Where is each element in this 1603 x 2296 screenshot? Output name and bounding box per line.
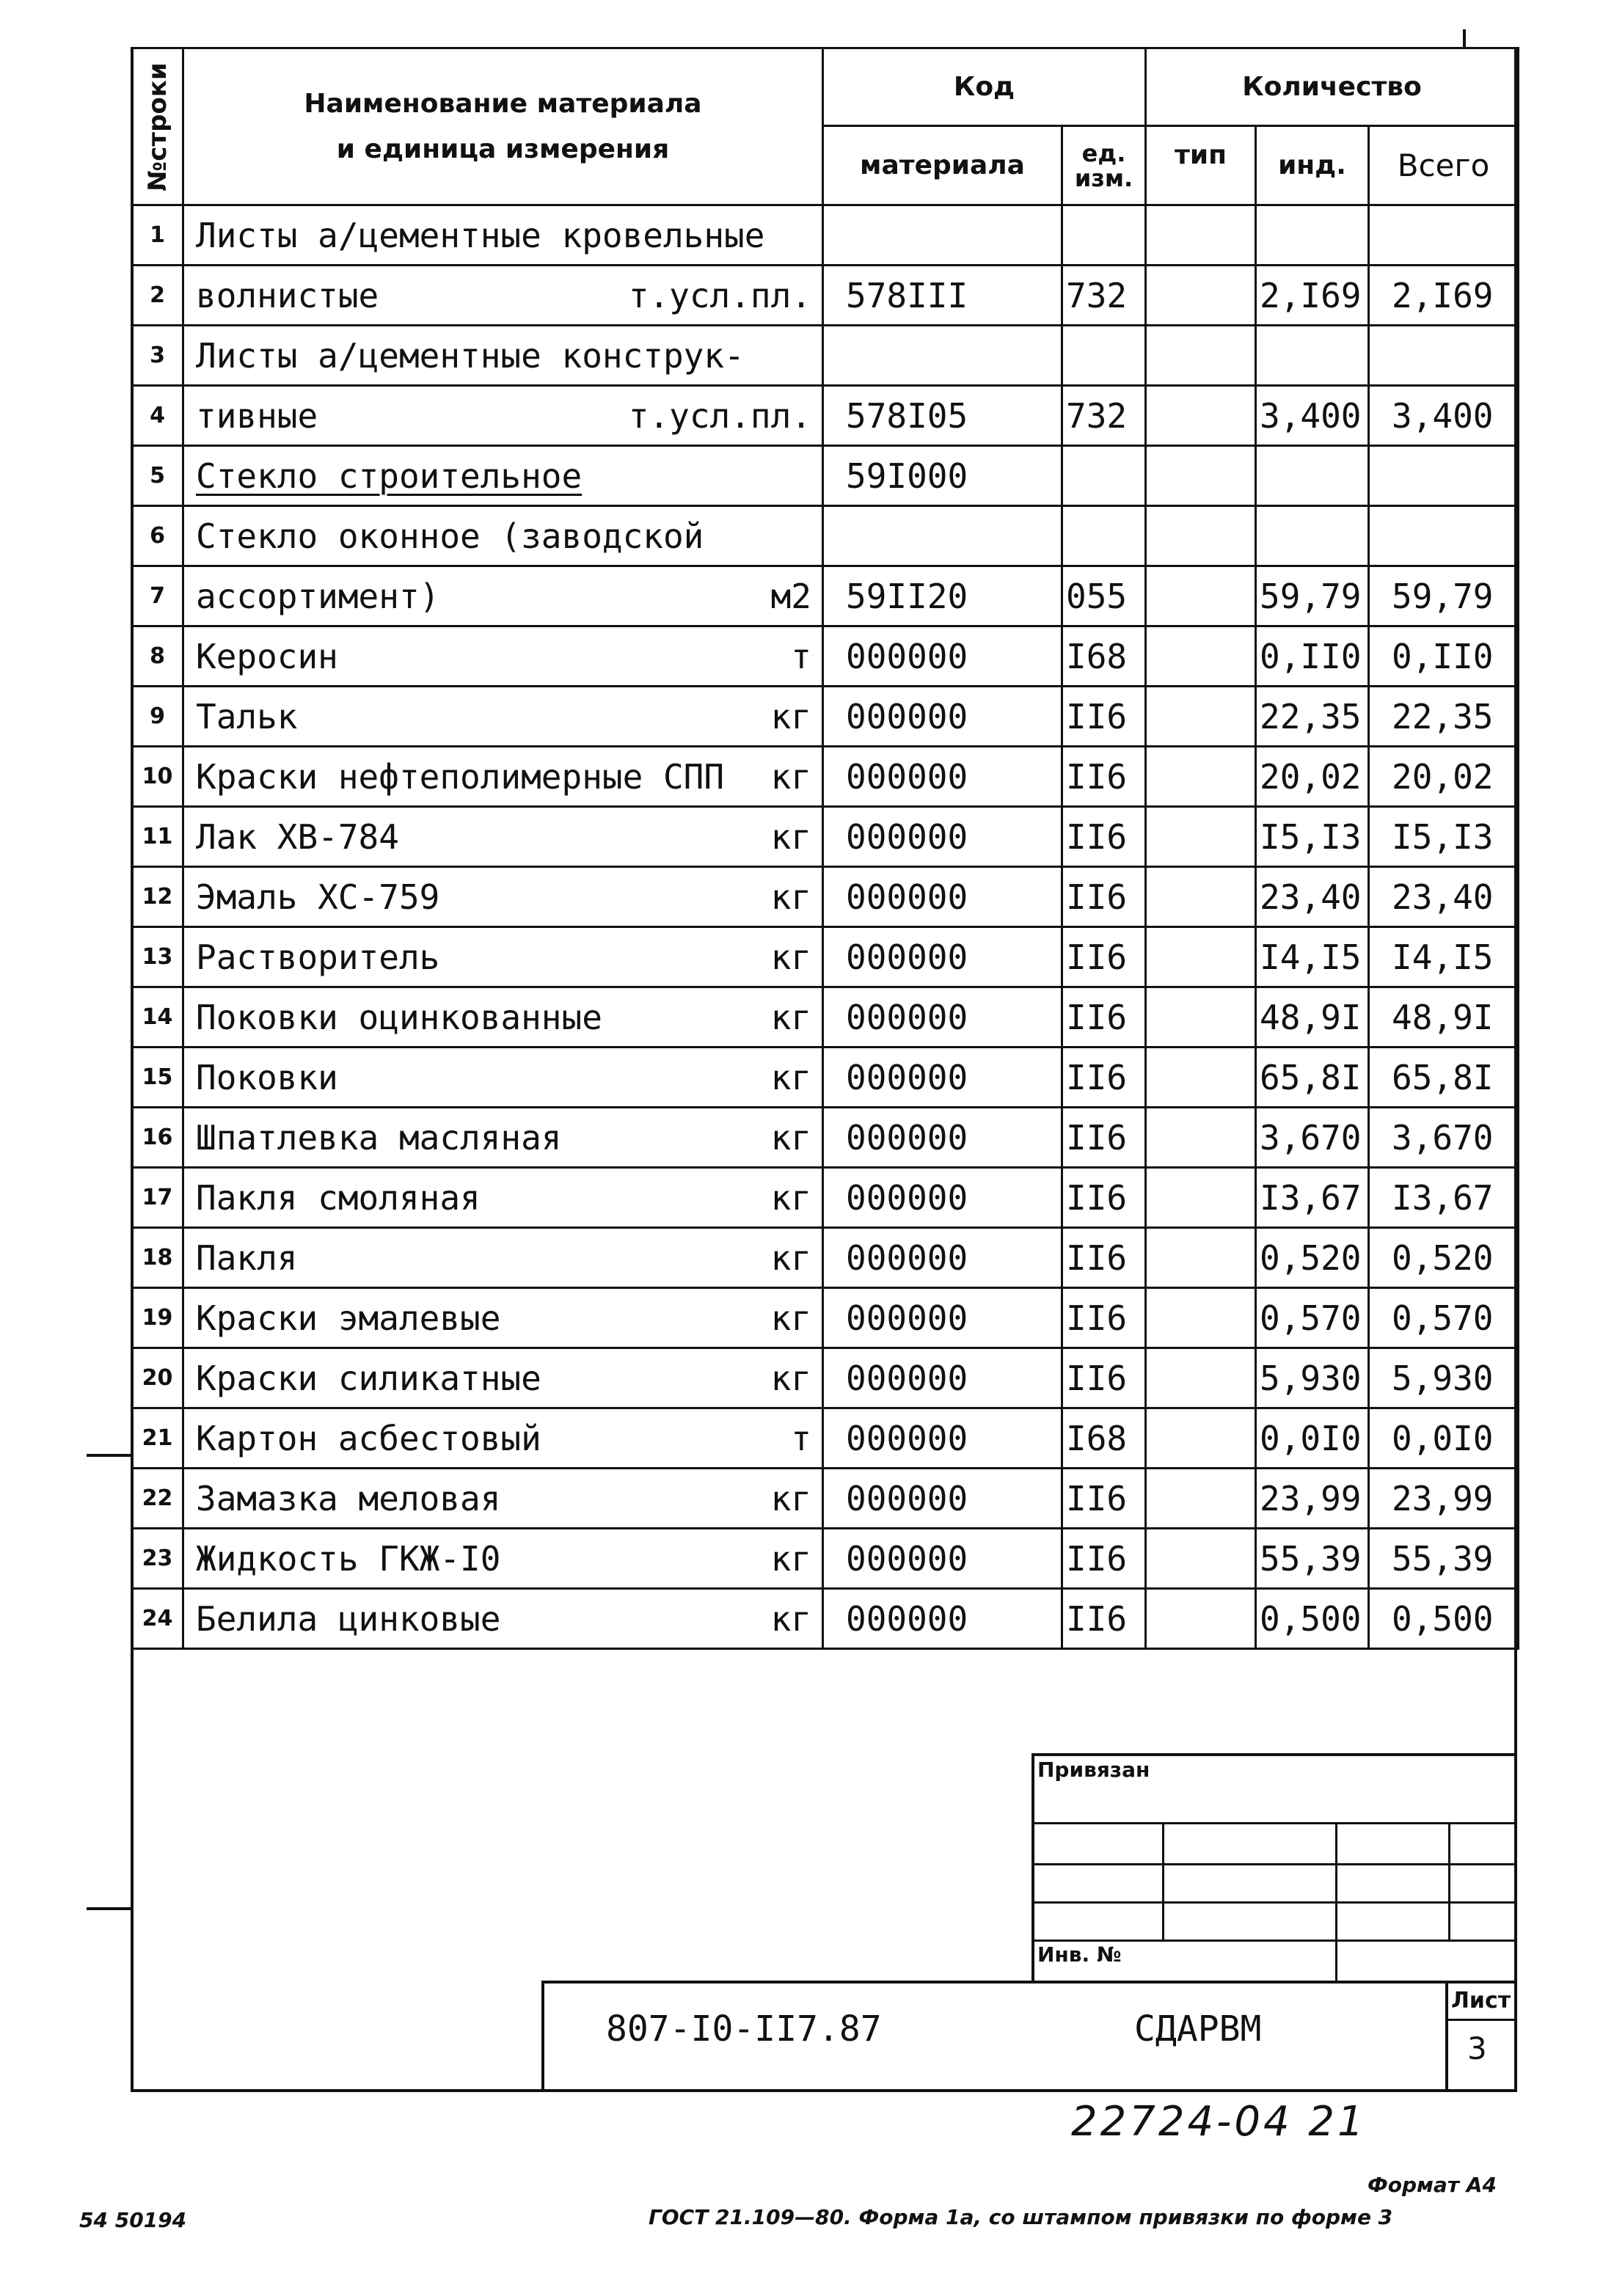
material-name: [183, 266, 823, 326]
stamp-border: [1031, 1753, 1034, 1981]
material-name-text: Листы а/цементные конструк-: [196, 335, 745, 376]
material-name: [183, 927, 823, 987]
material-name: [183, 1469, 823, 1529]
table-row: [132, 1288, 1519, 1348]
header-row-number: №строки: [132, 48, 183, 205]
material-name: [183, 1108, 823, 1168]
stamp-border: [1031, 1822, 1517, 1824]
material-name: [183, 566, 823, 626]
type-cell: [1146, 1108, 1256, 1168]
table-row: [132, 687, 1519, 747]
table-row: [132, 1168, 1519, 1228]
individual-quantity: 2,I69: [1256, 266, 1369, 326]
table-row: [132, 987, 1519, 1048]
material-code: 000000: [823, 1469, 1062, 1529]
row-number: 16: [132, 1108, 183, 1168]
row-number: 14: [132, 987, 183, 1048]
individual-quantity: 23,99: [1256, 1469, 1369, 1529]
unit-of-measure: кг: [770, 1358, 811, 1398]
individual-quantity: 55,39: [1256, 1529, 1369, 1589]
margin-mark: [87, 1907, 132, 1910]
material-code: 000000: [823, 747, 1062, 807]
margin-mark: [87, 1454, 132, 1457]
unit-of-measure: кг: [770, 816, 811, 857]
total-quantity: 22,35: [1369, 687, 1519, 747]
row-number: 24: [132, 1589, 183, 1649]
unit-of-measure: кг: [770, 756, 811, 797]
material-code: 000000: [823, 1529, 1062, 1589]
material-code: 000000: [823, 1408, 1062, 1469]
unit-code: II6: [1062, 867, 1146, 927]
total-quantity: 0,570: [1369, 1288, 1519, 1348]
material-name: [183, 386, 823, 446]
row-number: 22: [132, 1469, 183, 1529]
unit-code: II6: [1062, 1288, 1146, 1348]
type-cell: [1146, 1228, 1256, 1288]
type-cell: [1146, 807, 1256, 867]
unit-code: I68: [1062, 1408, 1146, 1469]
table-row: [132, 446, 1519, 506]
unit-code: 732: [1062, 266, 1146, 326]
total-quantity: 0,0I0: [1369, 1408, 1519, 1469]
type-cell: [1146, 1048, 1256, 1108]
type-cell: [1146, 626, 1256, 687]
type-cell: [1146, 446, 1256, 506]
table-row: [132, 747, 1519, 807]
unit-code: 055: [1062, 566, 1146, 626]
table-row: [132, 807, 1519, 867]
unit-code: II6: [1062, 987, 1146, 1048]
unit-of-measure: кг: [770, 1057, 811, 1097]
type-cell: [1146, 566, 1256, 626]
unit-code: 732: [1062, 386, 1146, 446]
unit-of-measure: м2: [770, 576, 811, 616]
unit-code: II6: [1062, 927, 1146, 987]
table-row: [132, 1348, 1519, 1408]
material-name: [183, 747, 823, 807]
header-material-name: Наименование материала и единица измерения: [183, 48, 823, 205]
material-name-text: Листы а/цементные кровельные: [196, 215, 765, 255]
material-code: 000000: [823, 987, 1062, 1048]
header-total: Всего: [1369, 126, 1519, 205]
row-number: 2: [132, 266, 183, 326]
row-number: 12: [132, 867, 183, 927]
unit-code: II6: [1062, 1048, 1146, 1108]
unit-of-measure: кг: [770, 1478, 811, 1518]
sheet-label: Лист: [1451, 1988, 1511, 2014]
material-code: 000000: [823, 1348, 1062, 1408]
document-name: СДАРВМ: [1134, 2008, 1262, 2050]
header-individual: инд.: [1256, 126, 1369, 205]
material-name: [183, 506, 823, 566]
sheet-number: 3: [1467, 2030, 1487, 2066]
type-cell: [1146, 1348, 1256, 1408]
type-cell: [1146, 1168, 1256, 1228]
total-quantity: [1369, 446, 1519, 506]
individual-quantity: [1256, 205, 1369, 266]
table-row: [132, 566, 1519, 626]
individual-quantity: I5,I3: [1256, 807, 1369, 867]
total-quantity: 0,520: [1369, 1228, 1519, 1288]
stamp-border: [1031, 1863, 1517, 1865]
material-name: [183, 867, 823, 927]
individual-quantity: 20,02: [1256, 747, 1369, 807]
header-code: Код: [823, 48, 1146, 126]
unit-of-measure: т.усл.пл.: [628, 395, 811, 436]
material-name-text: Поковки: [196, 1057, 338, 1097]
material-name: [183, 626, 823, 687]
unit-code: II6: [1062, 807, 1146, 867]
material-code: 59II20: [823, 566, 1062, 626]
individual-quantity: 0,500: [1256, 1589, 1369, 1649]
total-quantity: [1369, 506, 1519, 566]
individual-quantity: 3,670: [1256, 1108, 1369, 1168]
stamp-border: [1031, 1753, 1517, 1756]
unit-code: [1062, 446, 1146, 506]
row-number: 18: [132, 1228, 183, 1288]
row-number: 21: [132, 1408, 183, 1469]
material-code: 000000: [823, 1108, 1062, 1168]
row-number: 1: [132, 205, 183, 266]
material-name-text: Краски эмалевые: [196, 1298, 501, 1338]
row-number: 13: [132, 927, 183, 987]
table-row: [132, 1589, 1519, 1649]
individual-quantity: 0,0I0: [1256, 1408, 1369, 1469]
unit-code: II6: [1062, 1228, 1146, 1288]
material-name: [183, 205, 823, 266]
row-number: 6: [132, 506, 183, 566]
unit-of-measure: т.усл.пл.: [628, 275, 811, 315]
table-row: [132, 1469, 1519, 1529]
material-name: [183, 326, 823, 386]
row-number: 8: [132, 626, 183, 687]
material-name-text: Керосин: [196, 636, 338, 676]
individual-quantity: [1256, 326, 1369, 386]
table-row: [132, 867, 1519, 927]
unit-of-measure: т: [791, 636, 811, 676]
stamp-border: [1162, 1822, 1164, 1939]
total-quantity: [1369, 205, 1519, 266]
total-quantity: I4,I5: [1369, 927, 1519, 987]
individual-quantity: 0,520: [1256, 1228, 1369, 1288]
total-quantity: 3,670: [1369, 1108, 1519, 1168]
individual-quantity: 59,79: [1256, 566, 1369, 626]
material-name-text: Краски нефтеполимерные СПП: [196, 756, 725, 797]
unit-of-measure: кг: [770, 937, 811, 977]
material-code: 000000: [823, 1228, 1062, 1288]
material-code: 000000: [823, 687, 1062, 747]
row-number: 19: [132, 1288, 183, 1348]
material-code: [823, 205, 1062, 266]
material-name-text: Картон асбестовый: [196, 1418, 541, 1458]
type-cell: [1146, 747, 1256, 807]
unit-code: II6: [1062, 1469, 1146, 1529]
material-code: [823, 506, 1062, 566]
total-quantity: 2,I69: [1369, 266, 1519, 326]
stamp-border: [1445, 1981, 1448, 2092]
header-material-code: материала: [823, 126, 1062, 205]
attached-label: Привязан: [1037, 1758, 1150, 1782]
total-quantity: 23,99: [1369, 1469, 1519, 1529]
stamp-border: [1445, 2019, 1517, 2021]
type-cell: [1146, 867, 1256, 927]
stamp-border: [541, 1981, 544, 2092]
unit-of-measure: кг: [770, 1177, 811, 1218]
material-code: 000000: [823, 1048, 1062, 1108]
row-number: 15: [132, 1048, 183, 1108]
header-type: тип: [1146, 126, 1256, 205]
individual-quantity: [1256, 506, 1369, 566]
unit-of-measure: кг: [770, 1117, 811, 1158]
material-name: [183, 1168, 823, 1228]
individual-quantity: 3,400: [1256, 386, 1369, 446]
unit-code: II6: [1062, 1589, 1146, 1649]
format-label: Формат А4: [1368, 2173, 1497, 2197]
material-code: 59I000: [823, 446, 1062, 506]
total-quantity: [1369, 326, 1519, 386]
individual-quantity: [1256, 446, 1369, 506]
individual-quantity: 48,9I: [1256, 987, 1369, 1048]
materials-table: [131, 47, 1519, 1650]
individual-quantity: 23,40: [1256, 867, 1369, 927]
material-name: [183, 1589, 823, 1649]
table-row: [132, 626, 1519, 687]
stamp-border: [541, 1981, 1517, 1984]
material-name: [183, 807, 823, 867]
material-name-text: Стекло оконное (заводской: [196, 516, 704, 556]
type-cell: [1146, 386, 1256, 446]
material-code: 000000: [823, 1168, 1062, 1228]
total-quantity: I3,67: [1369, 1168, 1519, 1228]
row-number: 7: [132, 566, 183, 626]
type-cell: [1146, 987, 1256, 1048]
unit-of-measure: кг: [770, 1538, 811, 1579]
material-name-text: Замазка меловая: [196, 1478, 501, 1518]
table-row: [132, 506, 1519, 566]
total-quantity: 55,39: [1369, 1529, 1519, 1589]
type-cell: [1146, 1288, 1256, 1348]
unit-of-measure: кг: [770, 997, 811, 1037]
material-name-text: Лак ХВ-784: [196, 816, 399, 857]
material-name-text: Краски силикатные: [196, 1358, 541, 1398]
material-name-text: тивные: [196, 395, 318, 436]
total-quantity: 23,40: [1369, 867, 1519, 927]
material-code: 000000: [823, 1589, 1062, 1649]
material-code: 000000: [823, 807, 1062, 867]
total-quantity: 65,8I: [1369, 1048, 1519, 1108]
stamp-border: [1031, 1939, 1517, 1942]
row-number: 9: [132, 687, 183, 747]
material-code: 578I05: [823, 386, 1062, 446]
material-name-text: Пакля смоляная: [196, 1177, 481, 1218]
material-name-text: Тальк: [196, 696, 298, 736]
material-name-text: Растворитель: [196, 937, 440, 977]
unit-code: [1062, 205, 1146, 266]
type-cell: [1146, 1469, 1256, 1529]
table-row: [132, 1108, 1519, 1168]
type-cell: [1146, 326, 1256, 386]
table-row: [132, 386, 1519, 446]
unit-code: II6: [1062, 1529, 1146, 1589]
header-unit-code: ед. изм.: [1062, 126, 1146, 205]
type-cell: [1146, 687, 1256, 747]
type-cell: [1146, 1589, 1256, 1649]
unit-of-measure: кг: [770, 877, 811, 917]
unit-of-measure: т: [791, 1418, 811, 1458]
row-number: 20: [132, 1348, 183, 1408]
table-row: [132, 1408, 1519, 1469]
total-quantity: 0,500: [1369, 1589, 1519, 1649]
table-row: [132, 1048, 1519, 1108]
table-row: [132, 266, 1519, 326]
table-row: [132, 205, 1519, 266]
unit-of-measure: кг: [770, 1237, 811, 1278]
material-name-text: ассортимент): [196, 576, 440, 616]
material-name: [183, 1529, 823, 1589]
total-quantity: 0,II0: [1369, 626, 1519, 687]
material-code: 000000: [823, 626, 1062, 687]
document-code: 807-I0-II7.87: [606, 2008, 882, 2050]
unit-of-measure: кг: [770, 1598, 811, 1639]
total-quantity: 3,400: [1369, 386, 1519, 446]
stamp-border: [1031, 1901, 1517, 1904]
gost-reference: ГОСТ 21.109—80. Форма 1а, со штампом привязки по форме 3: [649, 2205, 1393, 2229]
stamp-border: [1335, 1822, 1337, 1981]
material-name: [183, 1228, 823, 1288]
type-cell: [1146, 1408, 1256, 1469]
table-body: [132, 205, 1519, 1649]
material-name: [183, 687, 823, 747]
individual-quantity: 22,35: [1256, 687, 1369, 747]
type-cell: [1146, 506, 1256, 566]
unit-of-measure: кг: [770, 1298, 811, 1338]
individual-quantity: I3,67: [1256, 1168, 1369, 1228]
individual-quantity: I4,I5: [1256, 927, 1369, 987]
individual-quantity: 5,930: [1256, 1348, 1369, 1408]
total-quantity: 5,930: [1369, 1348, 1519, 1408]
row-number: 3: [132, 326, 183, 386]
material-name: [183, 1288, 823, 1348]
type-cell: [1146, 205, 1256, 266]
material-name: [183, 987, 823, 1048]
material-name-text: волнистые: [196, 275, 379, 315]
material-code: 000000: [823, 867, 1062, 927]
total-quantity: 20,02: [1369, 747, 1519, 807]
unit-code: II6: [1062, 687, 1146, 747]
material-name-text: Шпатлевка масляная: [196, 1117, 562, 1158]
unit-code: [1062, 326, 1146, 386]
margin-mark: [1463, 29, 1466, 47]
row-number: 5: [132, 446, 183, 506]
type-cell: [1146, 266, 1256, 326]
row-number: 10: [132, 747, 183, 807]
type-cell: [1146, 1529, 1256, 1589]
header-quantity: Количество: [1146, 48, 1519, 126]
stamp-border: [1448, 1822, 1450, 1939]
individual-quantity: 0,II0: [1256, 626, 1369, 687]
row-number: 11: [132, 807, 183, 867]
material-code: 578III: [823, 266, 1062, 326]
total-quantity: I5,I3: [1369, 807, 1519, 867]
row-number: 23: [132, 1529, 183, 1589]
individual-quantity: 0,570: [1256, 1288, 1369, 1348]
material-name-text: Поковки оцинкованные: [196, 997, 602, 1037]
type-cell: [1146, 927, 1256, 987]
material-name-text: Эмаль ХС-759: [196, 877, 440, 917]
material-name: [183, 1048, 823, 1108]
handwritten-number: 22724-04 21: [1071, 2098, 1367, 2146]
material-name-text: Стекло строительное: [196, 456, 583, 496]
unit-of-measure: кг: [770, 696, 811, 736]
table-row: [132, 927, 1519, 987]
archive-code: 54 50194: [79, 2208, 187, 2232]
total-quantity: 48,9I: [1369, 987, 1519, 1048]
table-row: [132, 1228, 1519, 1288]
unit-code: II6: [1062, 1168, 1146, 1228]
material-code: [823, 326, 1062, 386]
unit-code: II6: [1062, 1108, 1146, 1168]
material-name: [183, 446, 823, 506]
unit-code: II6: [1062, 747, 1146, 807]
table-row: [132, 1529, 1519, 1589]
material-name: [183, 1408, 823, 1469]
material-name-text: Пакля: [196, 1237, 298, 1278]
material-name-text: Жидкость ГКЖ-I0: [196, 1538, 501, 1579]
material-code: 000000: [823, 927, 1062, 987]
material-name-text: Белила цинковые: [196, 1598, 501, 1639]
material-name: [183, 1348, 823, 1408]
individual-quantity: 65,8I: [1256, 1048, 1369, 1108]
unit-code: [1062, 506, 1146, 566]
unit-code: II6: [1062, 1348, 1146, 1408]
total-quantity: 59,79: [1369, 566, 1519, 626]
row-number: 4: [132, 386, 183, 446]
material-code: 000000: [823, 1288, 1062, 1348]
table-row: [132, 326, 1519, 386]
row-number: 17: [132, 1168, 183, 1228]
inventory-number-label: Инв. №: [1037, 1942, 1122, 1967]
unit-code: I68: [1062, 626, 1146, 687]
